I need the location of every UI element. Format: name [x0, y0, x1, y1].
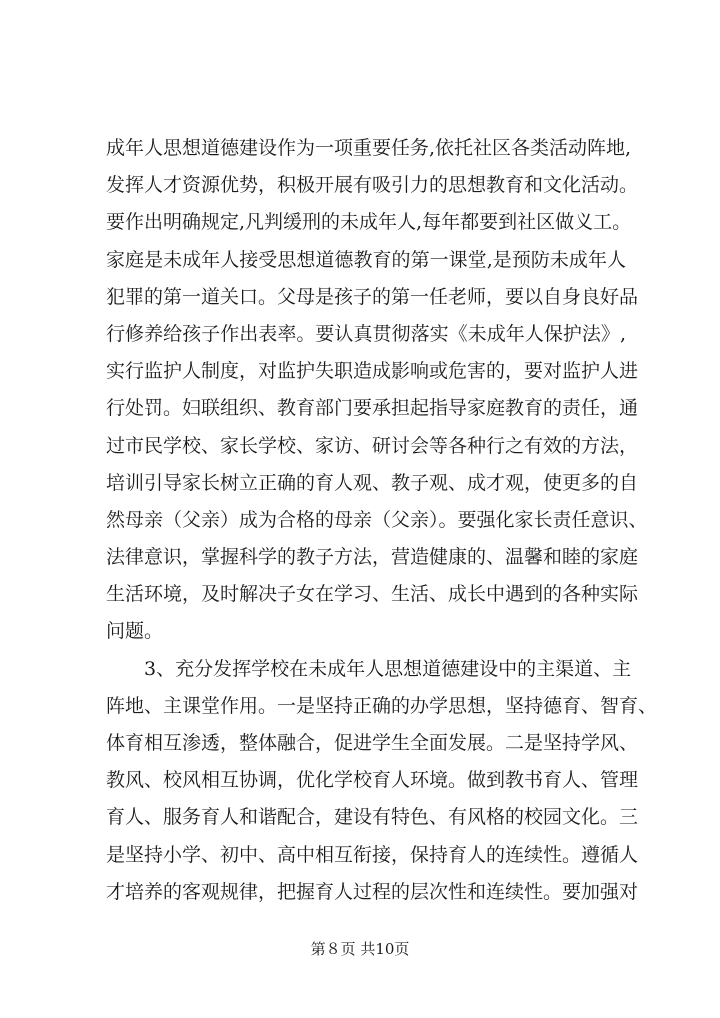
text-line: 体育相互渗透，整体融合，促进学生全面发展。二是坚持学风、: [106, 732, 639, 754]
text-line: 问题。: [106, 620, 164, 643]
text-line: 法律意识，掌握科学的教子方法，营造健康的、温馨和睦的家庭: [106, 546, 639, 569]
text-line: 行修养给孩子作出表率。要认真贯彻落实《未成年人保护法》,: [106, 322, 626, 345]
text-line: 过市民学校、家长学校、家访、研讨会等各种行之有效的方法，: [106, 434, 639, 457]
text-line: 发挥人才资源优势，积极开展有吸引力的思想教育和文化活动。: [106, 174, 639, 197]
text-line: 阵地、主课堂作用。一是坚持正确的办学思想，坚持德育、智育、: [106, 694, 658, 717]
text-line: 实行监护人制度，对监护失职造成影响或危害的，要对监护人进: [106, 360, 639, 383]
text-line: 行处罚。妇联组织、教育部门要承担起指导家庭教育的责任，通: [106, 397, 639, 420]
body-text: [106, 130, 658, 911]
text-line: 家庭是未成年人接受思想道德教育的第一课堂,是预防未成年人: [106, 248, 626, 271]
text-line: 是坚持小学、初中、高中相互衔接，保持育人的连续性。遵循人: [106, 843, 639, 866]
text-line: 成年人思想道德建设作为一项重要任务,依托社区各类活动阵地,: [106, 137, 632, 159]
text-line: 要作出明确规定,凡判缓刑的未成年人,每年都要到社区做义工。: [106, 211, 632, 234]
text-line: 育人、服务育人和谐配合，建设有特色、有风格的校园文化。三: [106, 806, 639, 829]
text-line: 教风、校风相互协调，优化学校育人环境。做到教书育人、管理: [106, 769, 639, 792]
paragraph-start-line: 3、充分发挥学校在未成年人思想道德建设中的主渠道、主: [144, 657, 632, 680]
text-line: 生活环境，及时解决子女在学习、生活、成长中遇到的各种实际: [106, 583, 639, 606]
text-line: 犯罪的第一道关口。父母是孩子的第一任老师，要以自身良好品: [106, 285, 639, 308]
text-line: 才培养的客观规律，把握育人过程的层次性和连续性。要加强对: [106, 880, 639, 903]
text-line: 培训引导家长树立正确的育人观、教子观、成才观，使更多的自: [106, 471, 639, 494]
page-footer: 第８页 共10页: [310, 940, 410, 958]
text-line: 然母亲（父亲）成为合格的母亲（父亲）。要强化家长责任意识、: [106, 508, 648, 531]
